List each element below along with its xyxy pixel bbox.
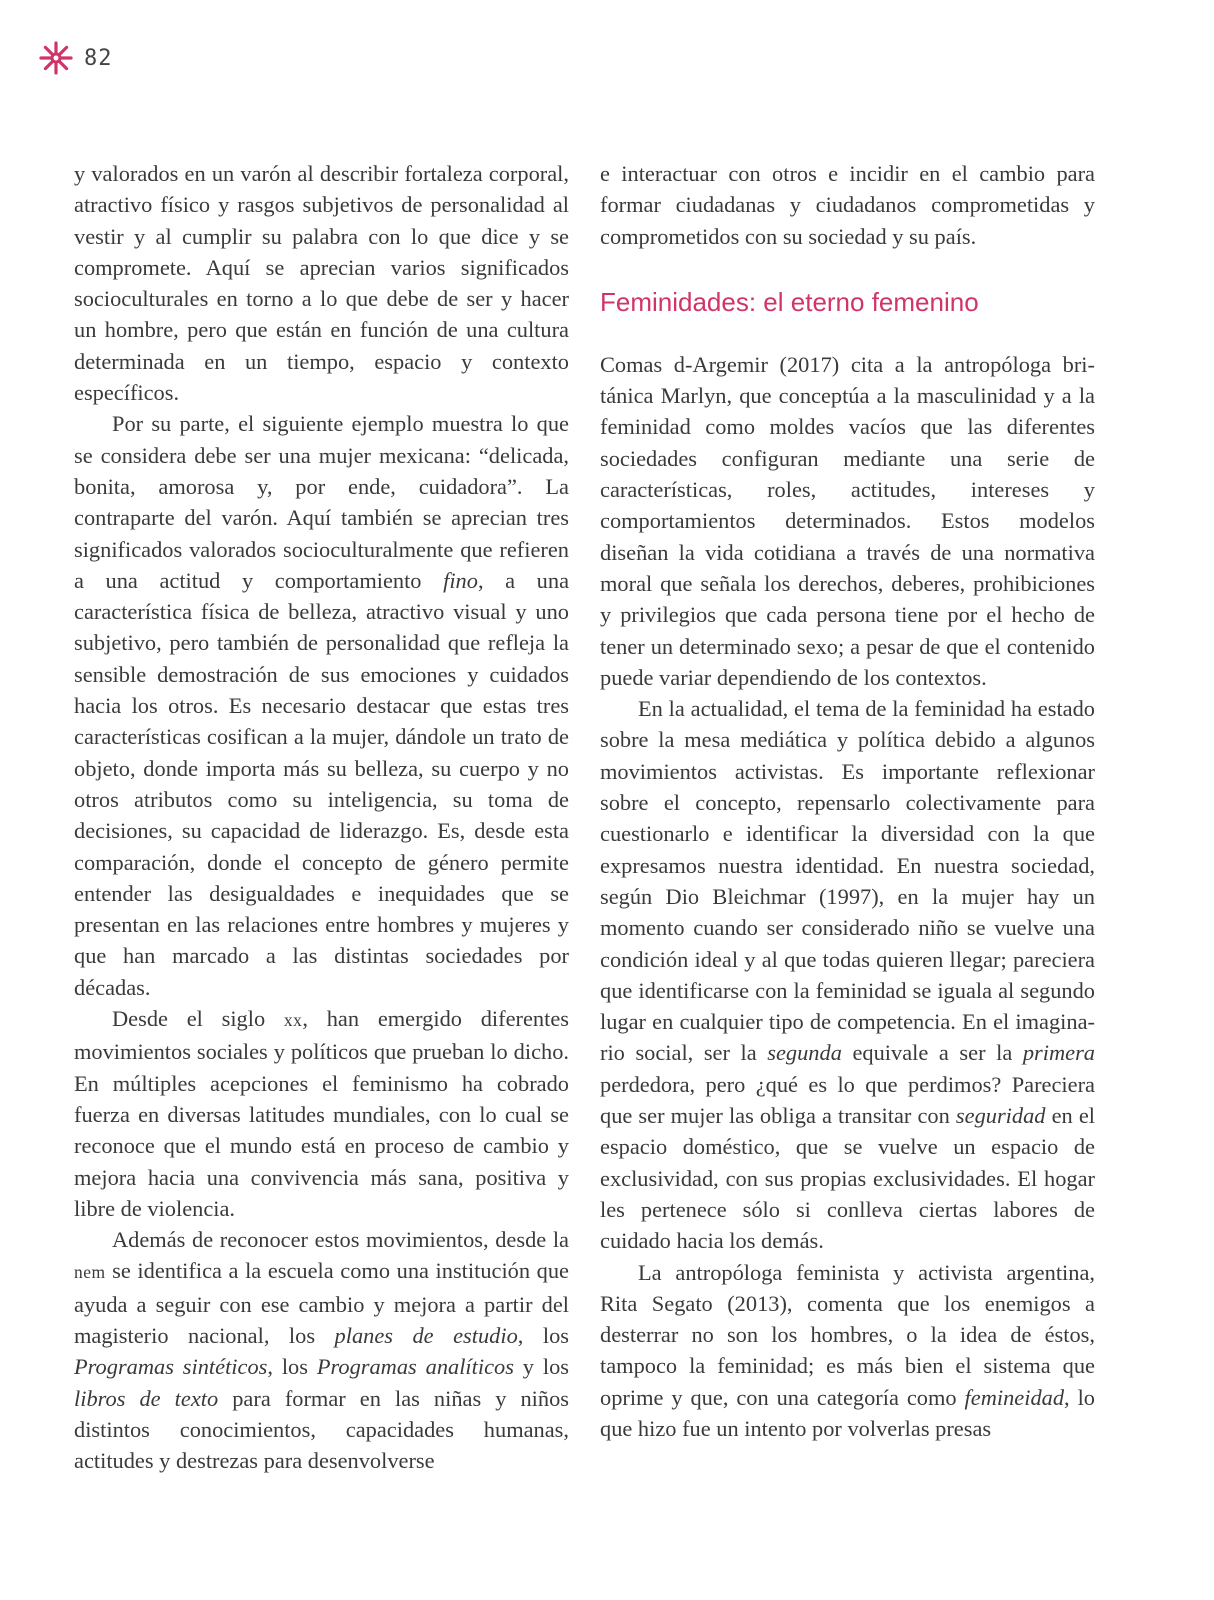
emphasis-text: femineidad: [964, 1384, 1065, 1410]
paragraph-text: , han emergido diferentes movimientos sociales y políticos que prueban lo dicho. En múltiples acepciones el feminismo ha cobrado fuerza en diversas latitudes mundiales, con lo cual se reconoce que el mundo está en proceso de cambio y mejora hacia una convivencia más sana, positiva y libre de violencia.: [74, 1006, 569, 1221]
small-caps-text: xx: [283, 1010, 303, 1031]
section-heading: Feminidades: el eterno femenino: [600, 286, 979, 317]
paragraph-text: y valorados en un varón al describir fortaleza corporal, atractivo físico y rasgos subjetivos de personalidad al vestir y al cumplir su palabra con lo que dice y se compromete. Aquí se aprecian varios significados socioculturales en torno a lo que debe de ser y hacer un hombre, pero que están en función de una cultura determinada en un tiempo, espacio y contexto específicos.: [74, 161, 569, 406]
left-column: [74, 158, 569, 1476]
page-number: 82: [84, 45, 113, 71]
paragraph-text: , lo que hizo fue un intento por volverlas presas: [600, 1384, 1095, 1441]
paragraph-text: equivale a ser la: [841, 1040, 1023, 1066]
paragraph-text: , los: [517, 1322, 570, 1348]
asterisk-flower-icon: [38, 40, 74, 76]
emphasis-text: segunda: [767, 1040, 842, 1066]
emphasis-text: planes de estudio: [334, 1322, 518, 1348]
body-paragraph: [600, 693, 1095, 1256]
emphasis-text: primera: [1022, 1040, 1095, 1066]
small-caps-text: nem: [74, 1262, 106, 1283]
body-paragraph: [600, 158, 1095, 252]
emphasis-text: Programas analíticos: [316, 1354, 514, 1380]
body-paragraph: [600, 1257, 1095, 1445]
body-paragraph: [74, 1003, 569, 1224]
paragraph-text: En la actualidad, el tema de la feminidad ha estado sobre la mesa mediática y política debido a algunos movimientos activistas. Es importante reflexionar sobre el concepto, repensarlo colectivamente para cuestionarlo e identificar la diversidad con la que expresamos nuestra identidad. En nuestra sociedad, según Dio Bleichmar (1997), en la mujer hay un momento cuando ser considerado niño se vuelve una condición ideal y al que todas quieren llegar; pareciera que identificarse con la feminidad se iguala al segundo lugar en cualquier tipo de competencia. En el imaginario social, ser la: [600, 696, 1095, 1066]
paragraph-text: Desde el siglo: [112, 1006, 284, 1032]
paragraph-text: para formar en las niñas y niños distintos conocimientos, capacidades humanas, actitudes y destrezas para desenvolverse: [74, 1385, 569, 1474]
right-column: [600, 158, 1095, 1444]
paragraph-text: , a una característica física de belleza, atractivo visual y uno subjetivo, pero también de personalidad que refleja la sensible demostración de sus emociones y cuidados hacia los otros. Es necesario destacar que estas tres características cosifican a la mujer, dándole un trato de objeto, donde importa más su belleza, su cuerpo y no otros atributos como su inteligencia, su toma de decisiones, su capacidad de liderazgo. Es, desde esta comparación, donde el concepto de género permite entender las desigualdades e inequidades que se presentan en las relaciones entre hombres y mujeres y que han marcado a las distintas sociedades por décadas.: [74, 567, 570, 1000]
body-paragraph: [74, 408, 569, 1003]
body-paragraph: [600, 349, 1095, 693]
paragraph-text: Comas d-Argemir (2017) cita a la antropóloga británica Marlyn, que conceptúa a la masculinidad y a la feminidad como moldes vacíos que las diferentes sociedades configuran mediante una serie de características, roles, actitudes, intereses y comportamientos determinados. Estos modelos diseñan la vida cotidiana a través de una normativa moral que señala los derechos, deberes, prohibiciones y privilegios que cada persona tiene por el hecho de tener un determinado sexo; a pesar de que el contenido puede variar dependiendo de los contextos.: [600, 351, 1095, 690]
paragraph-text: y los: [513, 1354, 569, 1380]
body-paragraph: [74, 158, 569, 408]
paragraph-text: Por su parte, el siguiente ejemplo muestra lo que se considera debe ser una mujer mexicana: “delicada, bonita, amorosa y, por ende, cuidadora”. La contraparte del varón. Aquí también se aprecian tres significados valorados socioculturalmente que refieren a una actitud y comportamiento: [74, 411, 569, 593]
paragraph-text: Además de reconocer estos movimientos, desde la: [112, 1227, 569, 1253]
emphasis-text: seguridad: [955, 1103, 1046, 1129]
emphasis-text: Programas sintéticos: [74, 1354, 268, 1380]
emphasis-text: fino: [443, 567, 478, 593]
paragraph-text: se identifica a la escuela como una institución que ayuda a seguir con ese cambio y mejora a partir del magisterio nacional, los: [74, 1258, 569, 1348]
paragraph-text: La antropóloga feminista y activista argentina, Rita Segato (2013), comenta que los enemigos a desterrar no son los hombres, o la idea de éstos, tampoco la feminidad; es más bien el sistema que oprime y que, con una categoría como: [600, 1259, 1095, 1410]
page-header: [38, 40, 113, 76]
paragraph-text: e interactuar con otros e incidir en el cambio para formar ciudadanas y ciudadanos comprometidas y comprometidos con su sociedad y su país.: [600, 161, 1095, 249]
paragraph-text: perdedora, pero ¿qué es lo que perdimos? Pareciera que ser mujer las obliga a transitar con: [600, 1071, 1095, 1129]
paragraph-text: , los: [267, 1354, 317, 1380]
body-paragraph: [74, 1224, 569, 1476]
paragraph-text: en el espacio doméstico, que se vuelve un espacio de exclusividad, con sus propias exclusividades. El hogar les pertenece sólo si conlleva ciertas labores de cuidado hacia los demás.: [600, 1103, 1095, 1254]
emphasis-text: libros de texto: [74, 1385, 219, 1411]
